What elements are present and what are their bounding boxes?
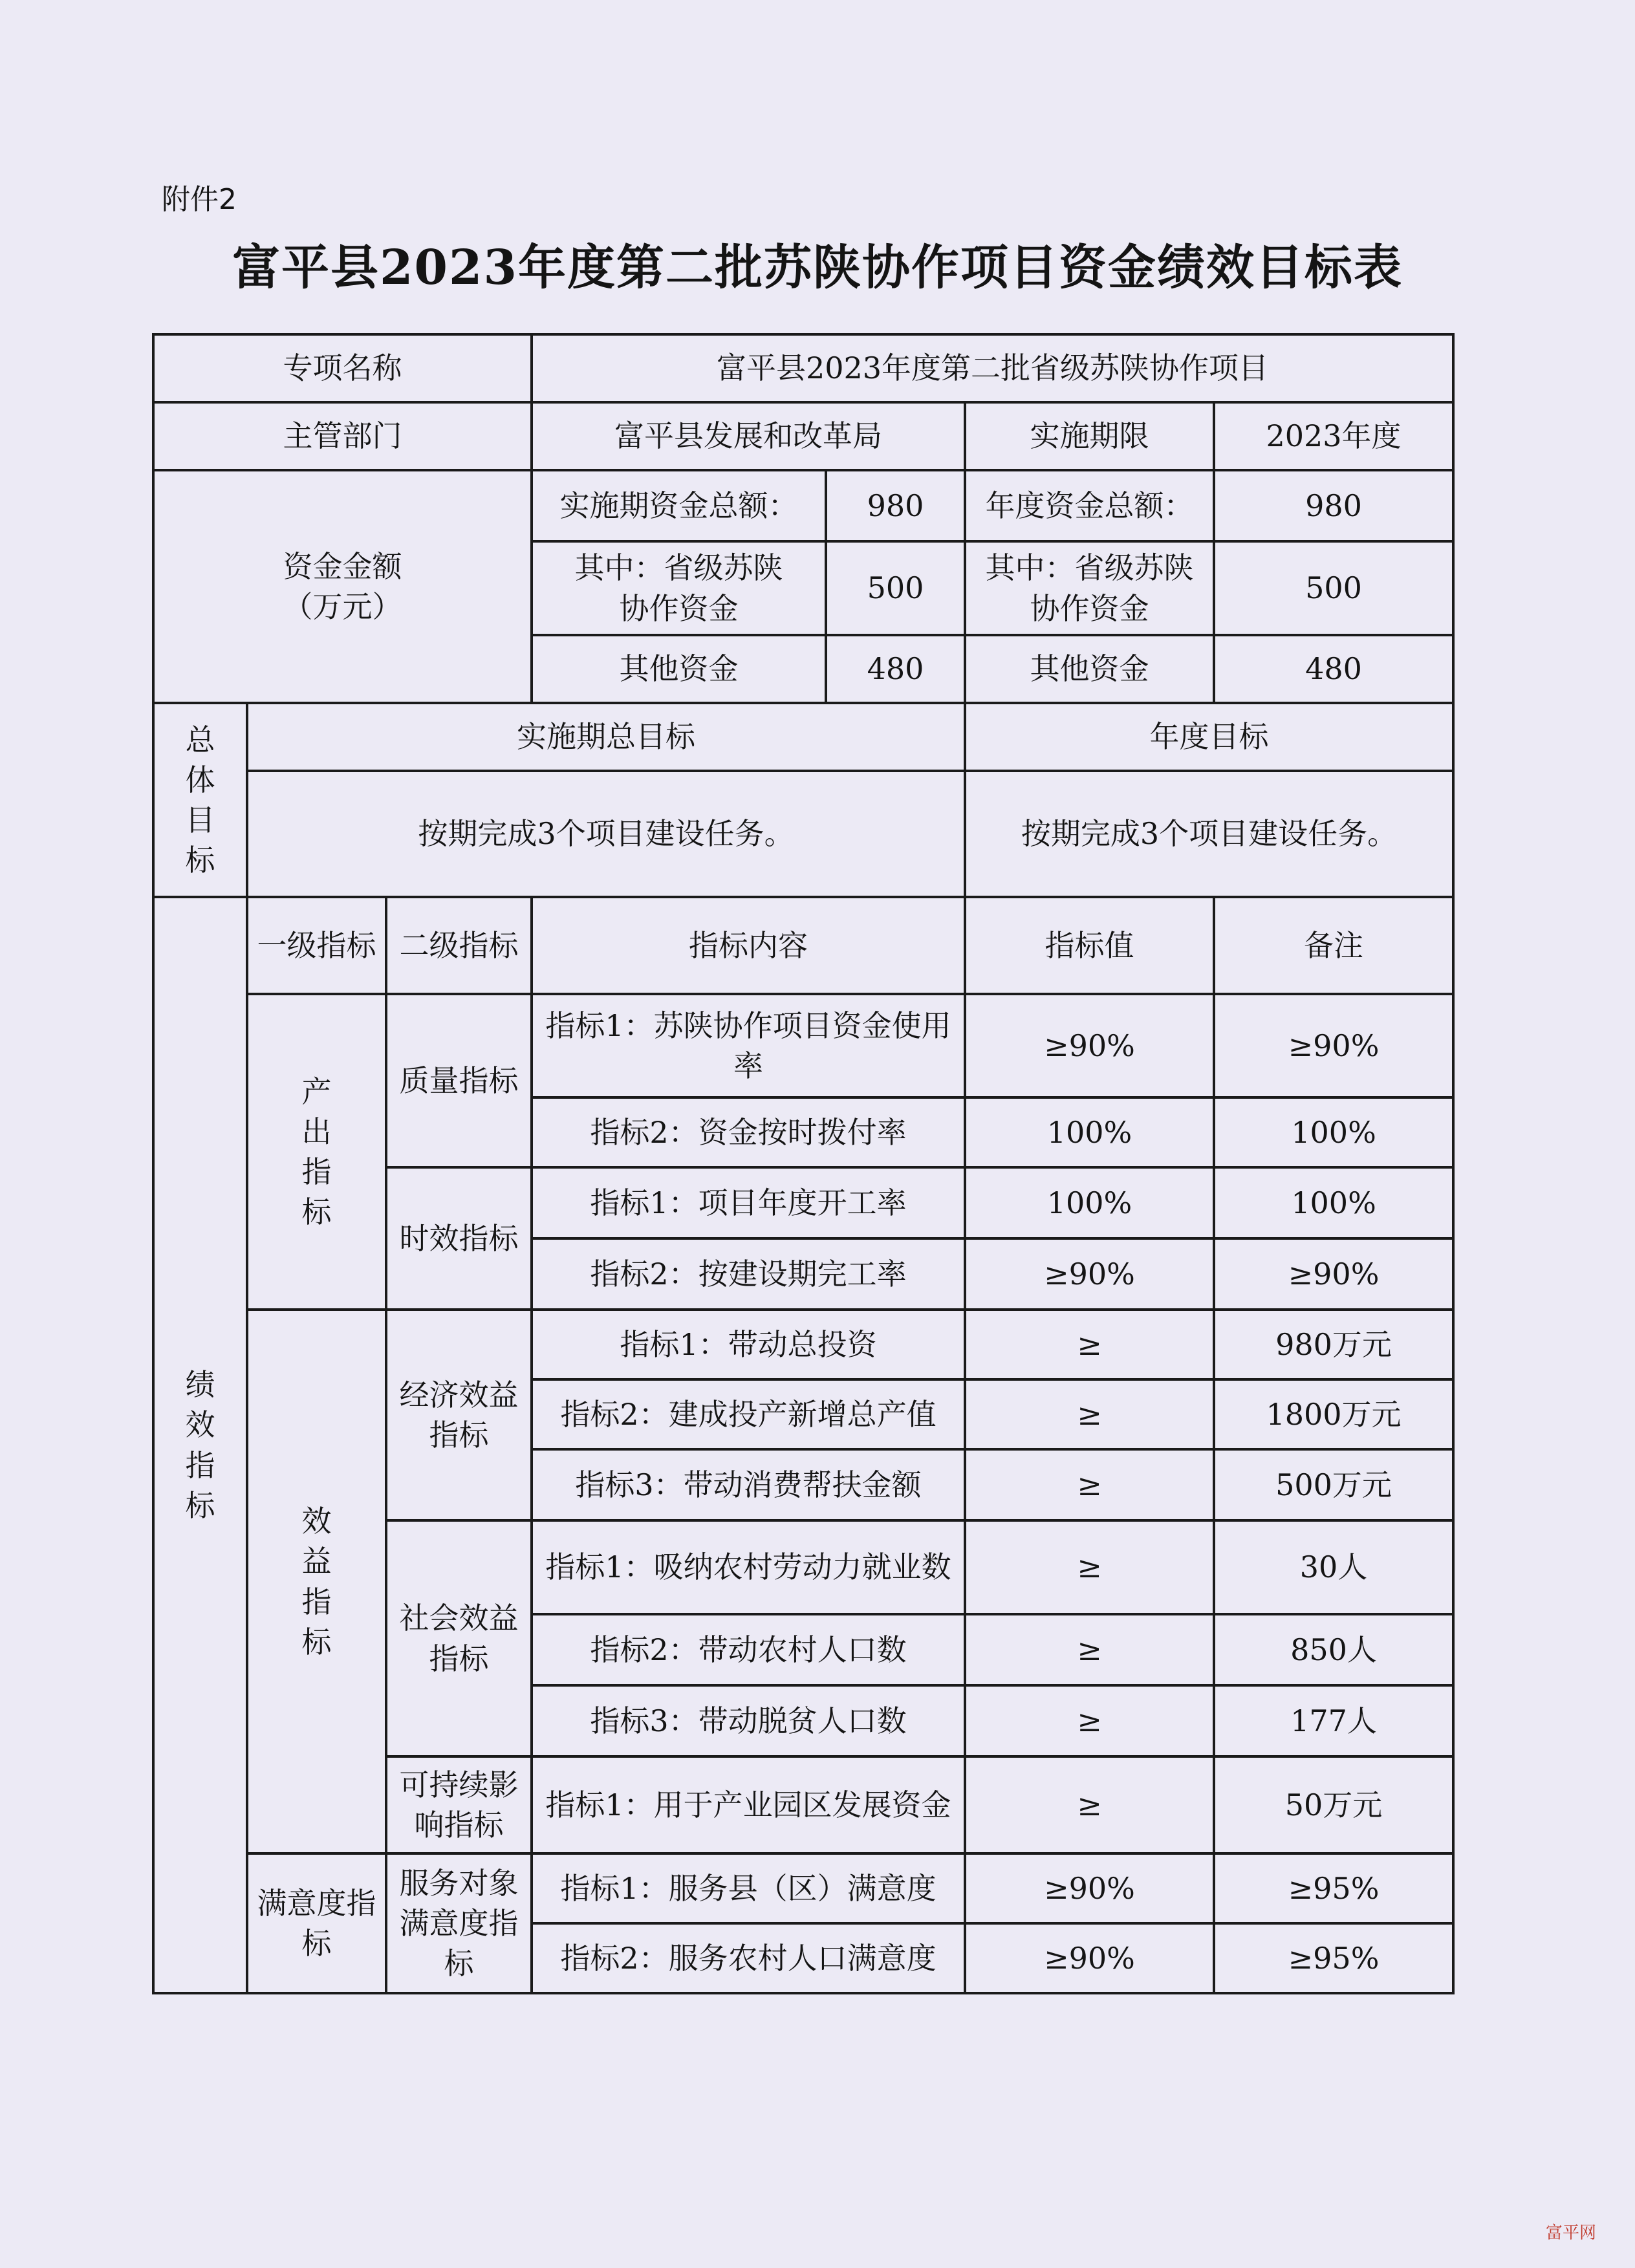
indicator-content: 指标1：苏陕协作项目资金使用率 — [532, 994, 965, 1097]
header-level1: 一级指标 — [247, 897, 386, 994]
indicator-note: 980万元 — [1214, 1310, 1453, 1379]
indicator-content: 指标2：带动农村人口数 — [532, 1614, 965, 1685]
output-label — [247, 994, 386, 1310]
indicator-content: 指标1：带动总投资 — [532, 1310, 965, 1379]
funds-annual-total-value: 980 — [1214, 470, 1453, 541]
dept-label: 主管部门 — [153, 402, 532, 470]
indicator-note: 500万元 — [1214, 1449, 1453, 1520]
indicator-content: 指标3：带动消费帮扶金额 — [532, 1449, 965, 1520]
indicator-value: ≥ — [965, 1685, 1214, 1756]
project-name-label: 专项名称 — [153, 334, 532, 402]
funds-prov-value: 500 — [826, 541, 965, 635]
indicator-value: ≥ — [965, 1379, 1214, 1449]
annual-goal-header: 年度目标 — [965, 703, 1453, 771]
funds-annual-prov-value: 500 — [1214, 541, 1453, 635]
funds-annual-prov-label: 其中：省级苏陕 协作资金 — [965, 541, 1214, 635]
dept-value: 富平县发展和改革局 — [532, 402, 965, 470]
social-label: 社会效益指标 — [386, 1520, 532, 1756]
indicator-note: ≥95% — [1214, 1853, 1453, 1923]
period-goal: 按期完成3个项目建设任务。 — [247, 771, 965, 897]
satisfaction-label: 满意度指标 — [247, 1853, 386, 1993]
funds-total-value: 980 — [826, 470, 965, 541]
sustainable-label: 可持续影响指标 — [386, 1756, 532, 1853]
attachment-label: 附件2 — [162, 183, 237, 216]
indicator-value: 100% — [965, 1097, 1214, 1167]
indicator-note: ≥90% — [1214, 994, 1453, 1097]
project-name-value: 富平县2023年度第二批省级苏陕协作项目 — [532, 334, 1453, 402]
indicator-content: 指标2：资金按时拨付率 — [532, 1097, 965, 1167]
output-label-text: 产出指标 — [301, 1074, 332, 1230]
annual-goal: 按期完成3个项目建设任务。 — [965, 771, 1453, 897]
indicators-label — [153, 897, 247, 1993]
indicator-value: ≥ — [965, 1520, 1214, 1614]
indicator-content: 指标1：吸纳农村劳动力就业数 — [532, 1520, 965, 1614]
header-value: 指标值 — [965, 897, 1214, 994]
period-label: 实施期限 — [965, 402, 1214, 470]
indicator-value: ≥ — [965, 1614, 1214, 1685]
period-value: 2023年度 — [1214, 402, 1453, 470]
header-content: 指标内容 — [532, 897, 965, 994]
funds-prov-label: 其中：省级苏陕 协作资金 — [532, 541, 826, 635]
timeliness-label: 时效指标 — [386, 1167, 532, 1310]
indicator-content: 指标2：按建设期完工率 — [532, 1238, 965, 1310]
indicator-note: ≥90% — [1214, 1238, 1453, 1310]
indicator-note: 30人 — [1214, 1520, 1453, 1614]
indicator-value: ≥90% — [965, 1923, 1214, 1993]
indicator-content: 指标2：建成投产新增总产值 — [532, 1379, 965, 1449]
quality-label: 质量指标 — [386, 994, 532, 1167]
goals-label — [153, 703, 247, 897]
indicator-content: 指标1：服务县（区）满意度 — [532, 1853, 965, 1923]
indicator-note: 100% — [1214, 1097, 1453, 1167]
benefit-label-text: 效益指标 — [301, 1504, 332, 1659]
indicator-note: ≥95% — [1214, 1923, 1453, 1993]
indicator-note: 1800万元 — [1214, 1379, 1453, 1449]
period-goal-header: 实施期总目标 — [247, 703, 965, 771]
indicator-note: 177人 — [1214, 1685, 1453, 1756]
header-level2: 二级指标 — [386, 897, 532, 994]
indicator-value: ≥90% — [965, 1238, 1214, 1310]
funds-other-label: 其他资金 — [532, 635, 826, 703]
funds-total-label: 实施期资金总额： — [532, 470, 826, 541]
funds-annual-total-label: 年度资金总额： — [965, 470, 1214, 541]
indicator-value: ≥ — [965, 1310, 1214, 1379]
indicator-note: 50万元 — [1214, 1756, 1453, 1853]
indicator-content: 指标2：服务农村人口满意度 — [532, 1923, 965, 1993]
site-watermark: 富平网 — [1545, 2223, 1596, 2243]
funds-label: 资金金额 （万元） — [153, 470, 532, 703]
indicator-value: ≥90% — [965, 1853, 1214, 1923]
indicator-content: 指标1：项目年度开工率 — [532, 1167, 965, 1238]
indicator-value: 100% — [965, 1167, 1214, 1238]
header-note: 备注 — [1214, 897, 1453, 994]
economic-label: 经济效益指标 — [386, 1310, 532, 1520]
indicator-value: ≥ — [965, 1756, 1214, 1853]
indicator-content: 指标1：用于产业园区发展资金 — [532, 1756, 965, 1853]
page-title: 富平县2023年度第二批苏陕协作项目资金绩效目标表 — [232, 240, 1403, 296]
indicator-note: 850人 — [1214, 1614, 1453, 1685]
funds-annual-other-value: 480 — [1214, 635, 1453, 703]
indicators-label-text: 绩效指标 — [185, 1367, 215, 1523]
indicator-note: 100% — [1214, 1167, 1453, 1238]
indicator-value: ≥ — [965, 1449, 1214, 1520]
indicator-value: ≥90% — [965, 994, 1214, 1097]
service-satisfaction-label: 服务对象满意度指标 — [386, 1853, 532, 1993]
benefit-label — [247, 1310, 386, 1853]
funds-annual-other-label: 其他资金 — [965, 635, 1214, 703]
goals-label-text: 总体目标 — [185, 722, 215, 878]
funds-other-value: 480 — [826, 635, 965, 703]
performance-target-table — [152, 333, 1455, 1994]
indicator-content: 指标3：带动脱贫人口数 — [532, 1685, 965, 1756]
